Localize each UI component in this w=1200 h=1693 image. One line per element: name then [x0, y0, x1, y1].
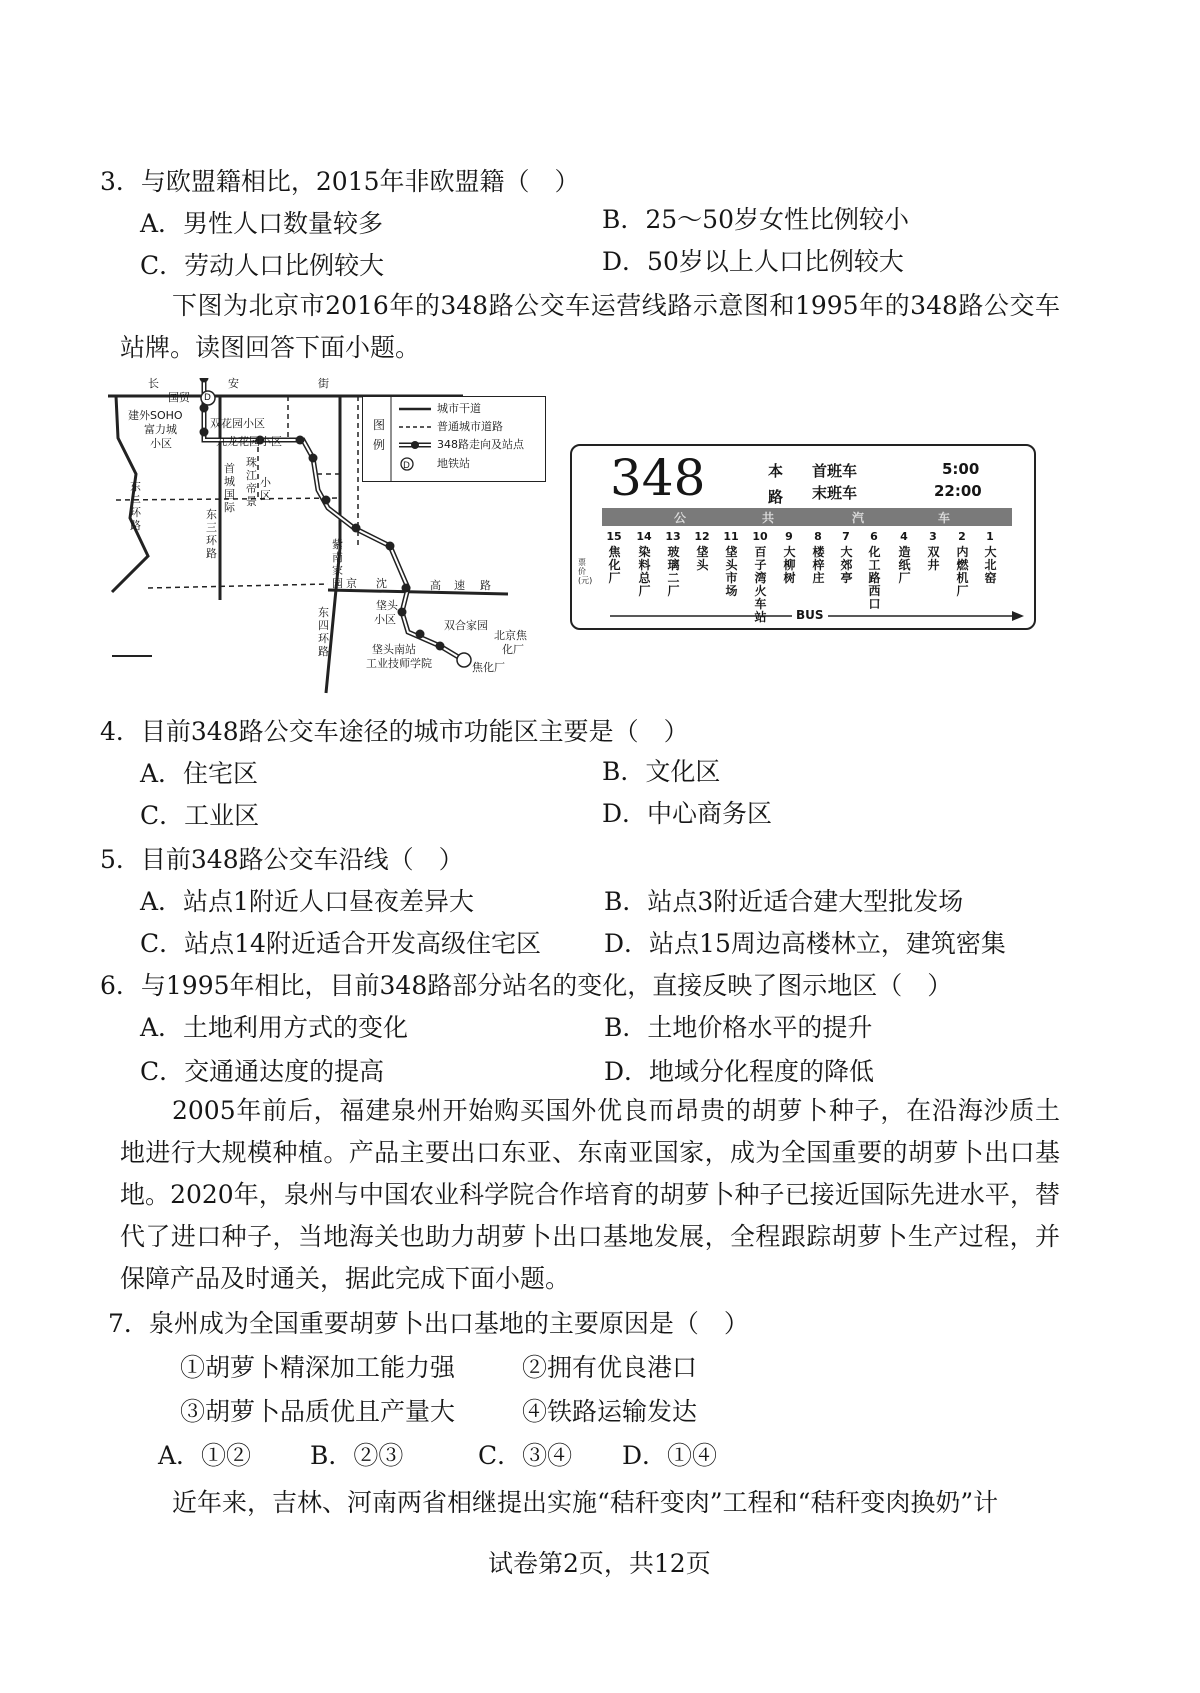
sign-stop-number: 14	[636, 530, 652, 543]
sign-stop-name: 双井	[927, 545, 940, 572]
q6-option-a: A．土地利用方式的变化	[140, 1013, 409, 1042]
sign-last-time: 22:00	[934, 482, 982, 500]
sign-fare: 票价(元)	[578, 558, 593, 585]
legend-route-348: 348路走向及站点	[437, 438, 524, 451]
sign-band-char-4: 车	[938, 511, 951, 525]
road-label-east-4th-ring: 东四环路	[318, 606, 329, 658]
sign-stop-number: 4	[900, 530, 908, 543]
sign-stop-name: 造纸厂	[898, 545, 911, 585]
q4-option-b: B．文化区	[602, 757, 721, 786]
road-label-east-3rd-ring: 东三环路	[206, 508, 217, 560]
q4-option-c: C．工业区	[140, 801, 260, 830]
place-guomao: 国贸	[168, 391, 190, 404]
q5-option-c: C．站点14附近适合开发高级住宅区	[140, 929, 541, 958]
svg-text:D: D	[403, 461, 410, 471]
road-label-jie: 街	[318, 377, 329, 390]
sign-direction-arrow	[572, 446, 1034, 628]
road-label-an: 安	[228, 377, 239, 390]
sign-bus-label: BUS	[792, 608, 828, 622]
q3-option-d: D．50岁以上人口比例较大	[602, 247, 904, 276]
place-futou: 垡头	[376, 599, 398, 612]
sign-stop-number: 1	[986, 530, 994, 543]
q7-statement-1: ①胡萝卜精深加工能力强	[180, 1353, 456, 1382]
place-coking-plant-line2: 化厂	[502, 643, 524, 656]
metro-symbol: D	[204, 393, 211, 403]
road-label-jing: 京	[346, 577, 357, 590]
page-footer: 试卷第2页，共12页	[488, 1549, 711, 1578]
sign-stop-name: 楼梓庄	[812, 545, 825, 585]
place-zhujiang-dijing: 珠江帝景	[246, 456, 257, 508]
q4-stem: 4．目前348路公交车途径的城市功能区主要是（ ）	[100, 717, 689, 746]
legend-title: 图例	[373, 418, 386, 452]
q7-statement-2: ②拥有优良港口	[522, 1353, 698, 1382]
q5-option-b: B．站点3附近适合建大型批发场	[604, 887, 964, 916]
sign-stop-name: 玻璃二厂	[667, 545, 680, 598]
legend-trunk-road: 城市干道	[437, 402, 481, 415]
q3-option-b: B．25～50岁女性比例较小	[602, 205, 909, 234]
legend-ordinary-road: 普通城市道路	[437, 420, 503, 433]
sign-stop-name: 染料总厂	[638, 545, 651, 598]
q4-option-a: A．住宅区	[140, 759, 259, 788]
place-jiulong-huayuan: 九龙花园小区	[216, 435, 282, 448]
intro-paragraph-bus: 下图为北京市2016年的348路公交车运营线路示意图和1995年的348路公交车站牌。读图回答下面小题。	[120, 291, 1060, 362]
legend-metro-station: 地铁站	[437, 457, 470, 470]
sign-stop-name: 化工路西口	[868, 545, 881, 611]
q7-option-c: C．③④	[478, 1441, 573, 1470]
q6-option-c: C．交通通达度的提高	[140, 1057, 385, 1086]
road-label-lu: 路	[480, 579, 491, 592]
bus-stop-sign-1995	[570, 444, 1036, 630]
sign-band-char-3: 汽	[852, 511, 865, 525]
sign-band-char-2: 共	[762, 511, 775, 525]
sign-stop-number: 3	[929, 530, 937, 543]
q6-option-b: B．土地价格水平的提升	[604, 1013, 873, 1042]
sign-stop-name: 大郊亭	[840, 545, 853, 585]
sign-stop-number: 15	[606, 530, 622, 543]
place-coking-plant-station: 焦化厂	[472, 661, 505, 674]
sign-stop-number: 2	[958, 530, 966, 543]
sign-last-bus: 末班车	[812, 484, 858, 502]
place-jianwai-soho: 建外SOHO	[128, 409, 183, 422]
sign-band-char-1: 公	[674, 511, 687, 525]
q7-option-b: B．②③	[310, 1441, 404, 1470]
sign-stop-name: 焦化厂	[608, 545, 621, 585]
sign-lu: 路	[768, 488, 784, 506]
map-legend	[362, 396, 546, 482]
intro-paragraph-carrot: 2005年前后，福建泉州开始购买国外优良而昂贵的胡萝卜种子，在沿海沙质土地进行大规模种植。产品主要出口东亚、东南亚国家，成为全国重要的胡萝卜出口基地。2020年，泉州与中国农业科学院合作培育的胡萝卜种子已接近国际先进水平，替代了进口种子，当地海关也助力胡萝卜出口基地发展，全程跟踪胡萝卜生产过程，并保障产品及时通关，据此完成下面小题。	[120, 1096, 1060, 1293]
sign-first-bus: 首班车	[812, 462, 858, 480]
q4-option-d: D．中心商务区	[602, 799, 773, 828]
q7-option-d: D．①④	[622, 1441, 718, 1470]
q5-option-a: A．站点1附近人口昼夜差异大	[140, 887, 474, 916]
sign-stop-number: 10	[752, 530, 768, 543]
q3-option-c: C．劳动人口比例较大	[140, 251, 385, 280]
place-shoucheng-guoji: 首城国际	[224, 462, 235, 514]
sign-stop-number: 6	[870, 530, 878, 543]
q5-option-d: D．站点15周边高楼林立，建筑密集	[604, 929, 1006, 958]
place-shuanghe-jiayuan: 双合家园	[444, 619, 488, 632]
place-technician-college: 工业技师学院	[366, 657, 432, 670]
place-futou-xiaoqu: 小区	[374, 613, 396, 626]
q7-stem: 7．泉州成为全国重要胡萝卜出口基地的主要原因是（ ）	[108, 1309, 749, 1338]
q6-stem: 6．与1995年相比，目前348路部分站名的变化，直接反映了图示地区（ ）	[100, 971, 953, 1000]
sign-stop-number: 7	[842, 530, 850, 543]
sign-stop-number: 8	[814, 530, 822, 543]
sign-route-number: 348	[610, 449, 706, 507]
sign-stop-number: 9	[785, 530, 793, 543]
sign-stop-name: 大北窑	[984, 545, 997, 585]
q3-option-a: A．男性人口数量较多	[140, 209, 384, 238]
place-beijing-coking-plant: 北京焦	[494, 629, 527, 642]
sign-stop-name: 垡头市场	[725, 545, 738, 598]
road-label-gao: 高	[430, 579, 441, 592]
place-fulicheng: 富力城	[144, 423, 177, 436]
road-label-chang: 长	[148, 377, 159, 390]
road-label-su: 速	[454, 579, 465, 592]
road-label-shen: 沈	[376, 577, 387, 590]
q7-statement-4: ④铁路运输发达	[522, 1397, 698, 1426]
q5-stem: 5．目前348路公交车沿线（ ）	[100, 845, 464, 874]
sign-stop-name: 内燃机厂	[956, 545, 969, 598]
q3-stem: 3．与欧盟籍相比，2015年非欧盟籍（ ）	[100, 167, 580, 196]
sign-stop-number: 11	[723, 530, 739, 543]
sign-stop-name: 大柳树	[783, 545, 796, 585]
sign-ben: 本	[768, 462, 784, 480]
q7-option-a: A．①②	[158, 1441, 252, 1470]
sign-stop-number: 12	[694, 530, 710, 543]
q7-statement-3: ③胡萝卜品质优且产量大	[180, 1397, 456, 1426]
sign-stop-number: 13	[665, 530, 681, 543]
place-fulicheng-xiaoqu: 小区	[150, 437, 172, 450]
sign-first-time: 5:00	[942, 460, 980, 478]
sign-stop-name: 垡头	[696, 545, 709, 572]
sign-stop-name: 百子湾火车站	[754, 545, 767, 624]
place-zhujiang-xiaoqu: 小区	[260, 476, 271, 502]
place-shuanghuayuan: 双花园小区	[210, 417, 265, 430]
intro-paragraph-straw: 近年来，吉林、河南两省相继提出实施“秸秆变肉”工程和“秸秆变肉换奶”计	[172, 1488, 999, 1517]
q6-option-d: D．地域分化程度的降低	[604, 1057, 875, 1086]
place-zinan-jiayuan: 紫南家园	[332, 538, 343, 590]
road-label-east-2nd-ring: 东二环路	[130, 480, 141, 532]
place-futou-south-station: 垡头南站	[372, 643, 416, 656]
